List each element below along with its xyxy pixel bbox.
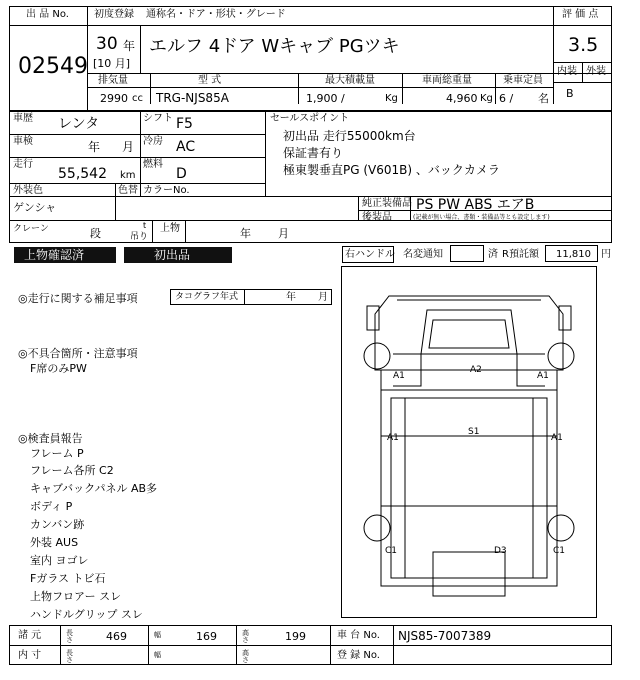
lot-no-label: 出 品 No. (26, 9, 69, 20)
inspector-line: 外装 AUS (30, 536, 79, 549)
crane-ton: 吊り (130, 232, 149, 242)
height-label: 高さ (242, 629, 249, 644)
height-label: 高さ (242, 649, 249, 664)
driving-notes-title: ◎走行に関する補足事項 (18, 292, 138, 305)
body-month: 月 (278, 227, 289, 240)
reg-no-label: 登 録 No. (337, 650, 380, 661)
color-change-label: 色替 (118, 185, 138, 196)
inspector-line: フレーム P (30, 447, 84, 460)
capacity-unit: 名 (538, 92, 549, 105)
aftermarket-note: (記載が無い場合、書類・装備品等とも設定します) (413, 214, 550, 221)
damage-mark: A1 (393, 371, 405, 381)
inspector-line: ハンドルグリップ スレ (30, 608, 143, 621)
recycle-label: R預託額 (502, 249, 539, 260)
inspector-line: 上物フロアー スレ (30, 590, 122, 603)
dims-label: 諸 元 (18, 630, 42, 641)
max-load-label: 最大積載量 (325, 75, 375, 86)
inspector-title: ◎検査員報告 (18, 432, 83, 445)
body-label: 上物 (160, 223, 180, 234)
reg-month: [10 月] (93, 57, 131, 70)
inspector-line: ボディ P (30, 500, 73, 513)
chassis-value: NJS85-7007389 (398, 629, 492, 643)
displacement-unit: cc (132, 93, 143, 104)
length-label: 長さ (66, 629, 73, 644)
color-no-label: カラーNo. (143, 185, 190, 196)
width-label: 幅 (154, 651, 161, 659)
displacement-label: 排気量 (98, 75, 128, 86)
interior-grade: B (566, 87, 574, 100)
inspector-line: フレーム各所 C2 (30, 464, 114, 477)
crane-steps: 段 (90, 227, 101, 240)
sales-line-1: 初出品 走行55000km台 (283, 129, 416, 143)
sales-points-label: セールスポイント (270, 113, 350, 124)
fuel-value: D (176, 166, 187, 182)
displacement-value: 2990 (100, 92, 128, 105)
mileage-value: 55,542 (58, 166, 107, 182)
name-change-box (450, 245, 484, 262)
width-label: 幅 (154, 631, 161, 639)
car-name: エルフ 4ドア Wキャブ PGツキ (149, 36, 400, 57)
body-year: 年 (240, 227, 251, 240)
rhd-label: 右ハンドル (345, 249, 395, 260)
history-label: 車歴 (13, 113, 33, 124)
inspector-line: 室内 ヨゴレ (30, 554, 89, 567)
height-value: 199 (285, 630, 306, 643)
sales-line-3: 極東製垂直PG (V601B) 、バックカメラ (283, 163, 500, 177)
damage-mark: D3 (494, 546, 507, 556)
recycle-prefix: 済 (488, 249, 498, 260)
damage-mark: A1 (537, 371, 549, 381)
reg-year: 30 (96, 34, 118, 54)
inspector-line: キャブバックパネル AB多 (30, 482, 158, 495)
recycle-amount: 11,810 (556, 249, 591, 260)
exterior-grade-label: 外装 (586, 66, 606, 77)
width-value: 169 (196, 630, 217, 643)
name-change-label: 名変通知 (403, 249, 443, 260)
eval-label: 評 価 点 (562, 9, 599, 20)
length-label: 長さ (66, 649, 73, 664)
sales-line-2: 保証書有り (283, 146, 344, 160)
interior-grade-label: 内装 (557, 66, 577, 77)
cooling-value: AC (176, 139, 196, 155)
crane-ton-top: t (143, 221, 147, 230)
first-reg-label: 初度登録 (94, 9, 134, 20)
damage-mark: A1 (551, 433, 563, 443)
max-load-unit: Kg (385, 93, 398, 104)
damage-mark: A2 (470, 365, 482, 375)
damage-mark: C1 (385, 546, 398, 556)
interior-dims-label: 内 寸 (18, 650, 42, 661)
inspector-line: カンバン跡 (30, 518, 85, 531)
tachograph-month: 月 (318, 292, 328, 303)
crane-label: クレーン (13, 224, 49, 234)
model-label: 型 式 (198, 75, 222, 86)
model-value: TRG-NJS85A (156, 91, 229, 105)
tachograph-label: タコグラフ年式 (175, 292, 239, 302)
inspection-label: 車検 (13, 136, 33, 147)
capacity-value: 6 / (499, 92, 514, 105)
damage-mark: S1 (468, 427, 480, 437)
shift-label: シフト (143, 113, 173, 124)
ext-color-label: 外装色 (13, 185, 43, 196)
gvw-value: 4,960 (446, 92, 478, 105)
cooling-label: 冷房 (143, 136, 163, 147)
gvw-label: 車両総重量 (422, 75, 472, 86)
lot-number: 02549 (18, 54, 88, 79)
defect-line: F席のみPW (30, 362, 87, 375)
mileage-unit: km (120, 170, 136, 181)
damage-mark: C1 (553, 546, 566, 556)
mileage-label: 走行 (13, 159, 33, 170)
tachograph-year: 年 (286, 292, 296, 303)
gvw-unit: Kg (480, 93, 493, 104)
body-check-bar: 上物確認済 (14, 247, 116, 263)
recycle-unit: 円 (601, 249, 611, 260)
max-load-value: 1,900 / (306, 92, 345, 105)
inspection-year: 年 (88, 140, 101, 154)
eval-score: 3.5 (568, 34, 599, 56)
capacity-label: 乗車定員 (503, 75, 543, 86)
chassis-label: 車 台 No. (337, 630, 380, 641)
first-listing-bar: 初出品 (124, 247, 232, 263)
history-value: レンタ (58, 116, 100, 132)
fuel-label: 燃料 (143, 159, 163, 170)
damage-mark: A1 (387, 433, 399, 443)
inspector-line: Fガラス トビ石 (30, 572, 106, 585)
ext-color-value: ゲンシャ (13, 201, 57, 214)
length-value: 469 (106, 630, 127, 643)
aftermarket-label: 後装品 (362, 212, 392, 223)
genuine-equip-value: PS PW ABS エアB (416, 197, 535, 213)
reg-year-unit: 年 (123, 39, 136, 53)
inspection-month: 月 (122, 140, 135, 154)
shift-value: F5 (176, 116, 193, 132)
defects-title: ◎不具合箇所・注意事項 (18, 347, 138, 360)
car-name-label: 通称名・ドア・形状・グレード (146, 9, 286, 20)
genuine-equip-label: 純正装備品 (362, 198, 412, 209)
